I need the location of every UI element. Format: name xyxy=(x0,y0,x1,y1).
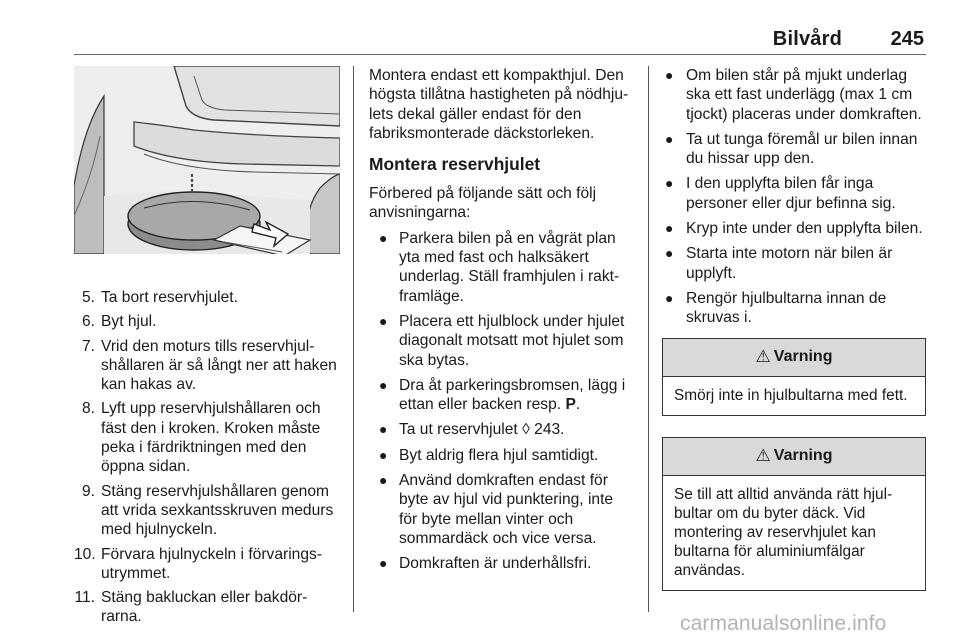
bullet-icon: ● xyxy=(665,220,674,237)
lead-paragraph: Förbered på följande sätt och följ anvisningarna: xyxy=(369,185,597,222)
list-item xyxy=(74,312,342,331)
page-number: 245 xyxy=(890,28,924,50)
bullet-icon: ● xyxy=(379,472,388,489)
section-heading: Montera reservhjulet xyxy=(369,154,541,175)
warning-header xyxy=(663,339,925,377)
list-item: ● Använd domkraften endast för byte av hjul vid punktering, inte för byte mellan vinter och sommardäck och vice versa. xyxy=(369,471,635,548)
step-text: Lyft upp reservhjulshållaren och fäst den i kroken. Kroken måste peka i färdriktningen med den öppna sidan. xyxy=(101,400,321,476)
warning-body: Se till att alltid använda rätt hjulbultar om du byter däck. Vid montering av reservhjulet kan bultarna för aluminiumfälgar användas. xyxy=(674,485,893,579)
section-title: Bilvård xyxy=(772,28,842,50)
page-header xyxy=(0,28,960,54)
bullet-icon: ● xyxy=(665,67,674,83)
step-number: 8. xyxy=(81,400,95,418)
bullet-icon: ● xyxy=(379,446,388,463)
warning-header xyxy=(663,438,925,476)
list-item xyxy=(74,545,342,584)
preparation-list xyxy=(369,229,635,574)
bullet-icon: ● xyxy=(665,175,674,192)
intro-paragraph: Montera endast ett kompakthjul. Den högsta tillåtna hastigheten på nödhjulets dekal gäller endast för den fabriksmonterade däckstorleken. xyxy=(369,67,629,142)
list-item: ● Rengör hjulbultarna innan de skruvas i. xyxy=(662,289,926,328)
list-item: ● Ta ut reservhjulet ◊ 243. xyxy=(369,420,635,439)
gear-reverse-label: P xyxy=(565,396,576,414)
bullet-icon: ● xyxy=(379,421,388,438)
bullet-icon: ● xyxy=(379,229,388,246)
bullet-icon: ● xyxy=(379,555,388,572)
list-item: ● Kryp inte under den upplyfta bilen. xyxy=(662,219,926,238)
step-text: Förvara hjulnyckeln i förvaringsutrymmet. xyxy=(101,545,323,582)
list-item: ● Byt aldrig flera hjul samtidigt. xyxy=(369,446,635,465)
list-item xyxy=(74,482,342,540)
bullet-icon: ● xyxy=(665,289,674,306)
step-number: 7. xyxy=(81,337,95,355)
watermark: carmanualsonline.info xyxy=(680,612,887,635)
list-item: ● Domkraften är underhållsfri. xyxy=(369,554,635,573)
bullet-icon: ● xyxy=(379,312,388,329)
step-text: Stäng reservhjulshållaren genom att vrida sexkantsskruven medurs med hjulnyckeln. xyxy=(101,482,334,539)
spare-wheel-drawing xyxy=(74,66,340,254)
spare-wheel-illustration xyxy=(74,66,340,254)
list-item: ● Placera ett hjulblock under hjulet diagonalt motsatt mot hjulet som ska bytas. xyxy=(369,312,635,370)
warning-title: Varning xyxy=(773,348,833,366)
bullet-icon: ● xyxy=(665,130,674,147)
column-right xyxy=(662,66,926,591)
list-item: ● Ta ut tunga föremål ur bilen innan du hissar upp den. xyxy=(662,130,926,169)
page-reference-icon: ◊ xyxy=(522,421,530,439)
warning-triangle-icon: ⚠ xyxy=(755,347,771,367)
step-number: 6. xyxy=(81,313,95,331)
step-number: 11. xyxy=(74,589,95,607)
safety-list xyxy=(662,66,926,328)
list-item: ● I den upplyfta bilen får inga personer eller djur befinna sig. xyxy=(662,174,926,213)
bullet-icon: ● xyxy=(665,245,674,262)
bullet-icon: ● xyxy=(379,376,388,393)
step-number: 9. xyxy=(81,482,95,500)
list-item xyxy=(74,588,342,627)
column-middle xyxy=(369,66,635,580)
list-item xyxy=(74,399,342,476)
warning-title: Varning xyxy=(773,447,833,465)
list-item: ● Om bilen står på mjukt underlag ska ett fast underlägg (max 1 cm tjockt) placeras under domkraften. xyxy=(662,66,926,124)
step-text: Vrid den moturs tills reservhjulshållaren är så långt ner att haken kan hakas av. xyxy=(101,337,337,394)
warning-box xyxy=(662,437,926,591)
list-item xyxy=(74,288,342,307)
column-divider xyxy=(648,66,649,612)
warning-body: Smörj inte in hjulbultarna med fett. xyxy=(674,386,908,404)
list-item: ● Parkera bilen på en vågrät plan yta med fast och halksäkert underlag. Ställ framhjulen i raktframläge. xyxy=(369,229,635,306)
list-item: ● Starta inte motorn när bilen är upplyft. xyxy=(662,244,926,283)
warning-box xyxy=(662,338,926,416)
warning-triangle-icon: ⚠ xyxy=(755,446,771,466)
list-item xyxy=(74,337,342,395)
column-divider xyxy=(353,66,354,612)
step-number: 5. xyxy=(81,289,95,306)
step-text: Stäng bakluckan eller bakdörrarna. xyxy=(101,589,308,626)
steps-list xyxy=(74,288,342,627)
column-left xyxy=(74,288,342,632)
step-text: Byt hjul. xyxy=(101,313,157,331)
header-rule xyxy=(74,54,926,55)
step-text: Ta bort reservhjulet. xyxy=(101,289,238,306)
list-item: ● Dra åt parkeringsbromsen, lägg i ettan eller backen resp. P. xyxy=(369,376,635,415)
page-reference[interactable]: 243. xyxy=(534,421,565,439)
step-number: 10. xyxy=(74,545,96,563)
